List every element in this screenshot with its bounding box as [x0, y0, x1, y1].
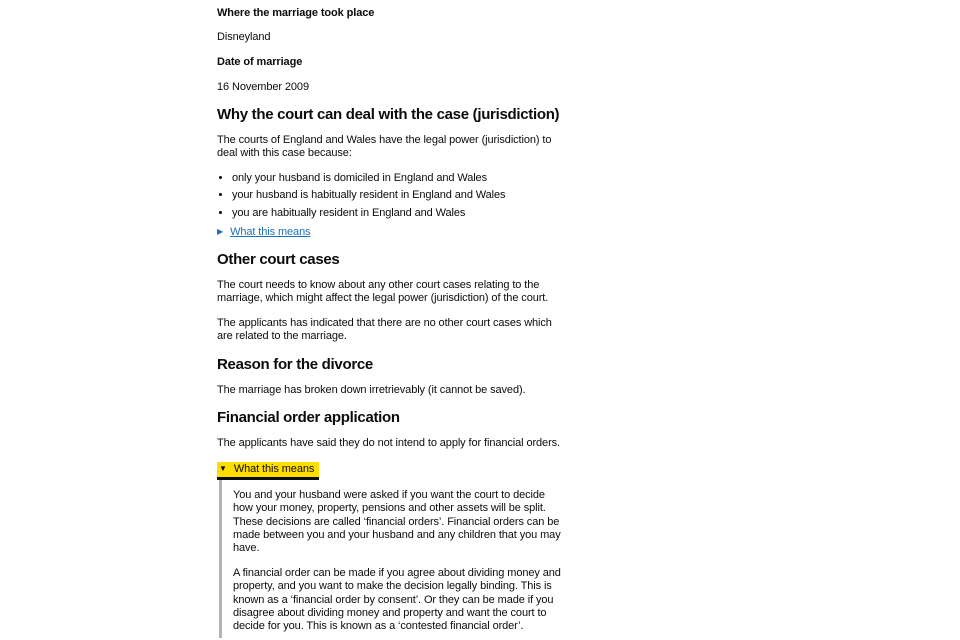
- field-value-marriage-place: Disneyland: [217, 31, 271, 44]
- financial-order-details-content: [219, 480, 563, 638]
- financial-order-details-summary-label: What this means: [233, 463, 315, 475]
- jurisdiction-details-summary-label: What this means: [230, 225, 311, 238]
- field-label-marriage-date: Date of marriage: [217, 56, 303, 69]
- financial-order-details: [217, 462, 563, 638]
- jurisdiction-bullet: • only your husband is domiciled in England and Wales: [232, 172, 563, 185]
- jurisdiction-bullet-list: [217, 172, 563, 220]
- jurisdiction-details: [217, 226, 563, 239]
- application-review-content: [217, 0, 563, 638]
- reason-for-divorce-paragraph: The marriage has broken down irretrievably (it cannot be saved).: [217, 383, 526, 396]
- heading-financial-order: Financial order application: [217, 408, 400, 426]
- other-court-cases-paragraph: The applicants has indicated that there are no other court cases which are related to the marriage.: [217, 317, 552, 343]
- other-court-cases-paragraph: The court needs to know about any other court cases relating to the marriage, which might affect the legal power (jurisdiction) of the court.: [217, 278, 549, 305]
- heading-other-court-cases: Other court cases: [217, 250, 340, 268]
- heading-jurisdiction: Why the court can deal with the case (jurisdiction): [217, 105, 560, 123]
- financial-order-details-summary[interactable]: [217, 462, 319, 477]
- jurisdiction-bullet: • your husband is habitually resident in England and Wales: [232, 189, 563, 202]
- field-value-marriage-date: 16 November 2009: [217, 80, 309, 93]
- chevron-right-icon: ▶: [217, 226, 224, 236]
- financial-order-details-paragraph: A financial order can be made if you agree about dividing money and property, and you want to make the decision legally binding. This is known as a ‘financial order by consent’. Or they can be made if you disagree about dividing money and property and want the court to decide for you. This is known as a ‘contested financial order’.: [233, 567, 561, 632]
- jurisdiction-bullet: • you are habitually resident in England and Wales: [232, 207, 563, 220]
- financial-order-details-paragraph: You and your husband were asked if you want the court to decide how your money, property, pensions and other assets will be split. These decisions are called ‘financial orders’. Financial orders can be made between you and your husband and any children that you may have.: [233, 489, 561, 554]
- financial-order-paragraph: The applicants have said they do not intend to apply for financial orders.: [217, 436, 560, 449]
- heading-reason-for-divorce: Reason for the divorce: [217, 355, 373, 373]
- jurisdiction-intro: The courts of England and Wales have the legal power (jurisdiction) to deal with this case because:: [217, 133, 552, 159]
- chevron-down-icon: ▼: [219, 464, 227, 473]
- jurisdiction-details-summary[interactable]: [217, 226, 310, 239]
- field-label-marriage-place: Where the marriage took place: [217, 7, 375, 19]
